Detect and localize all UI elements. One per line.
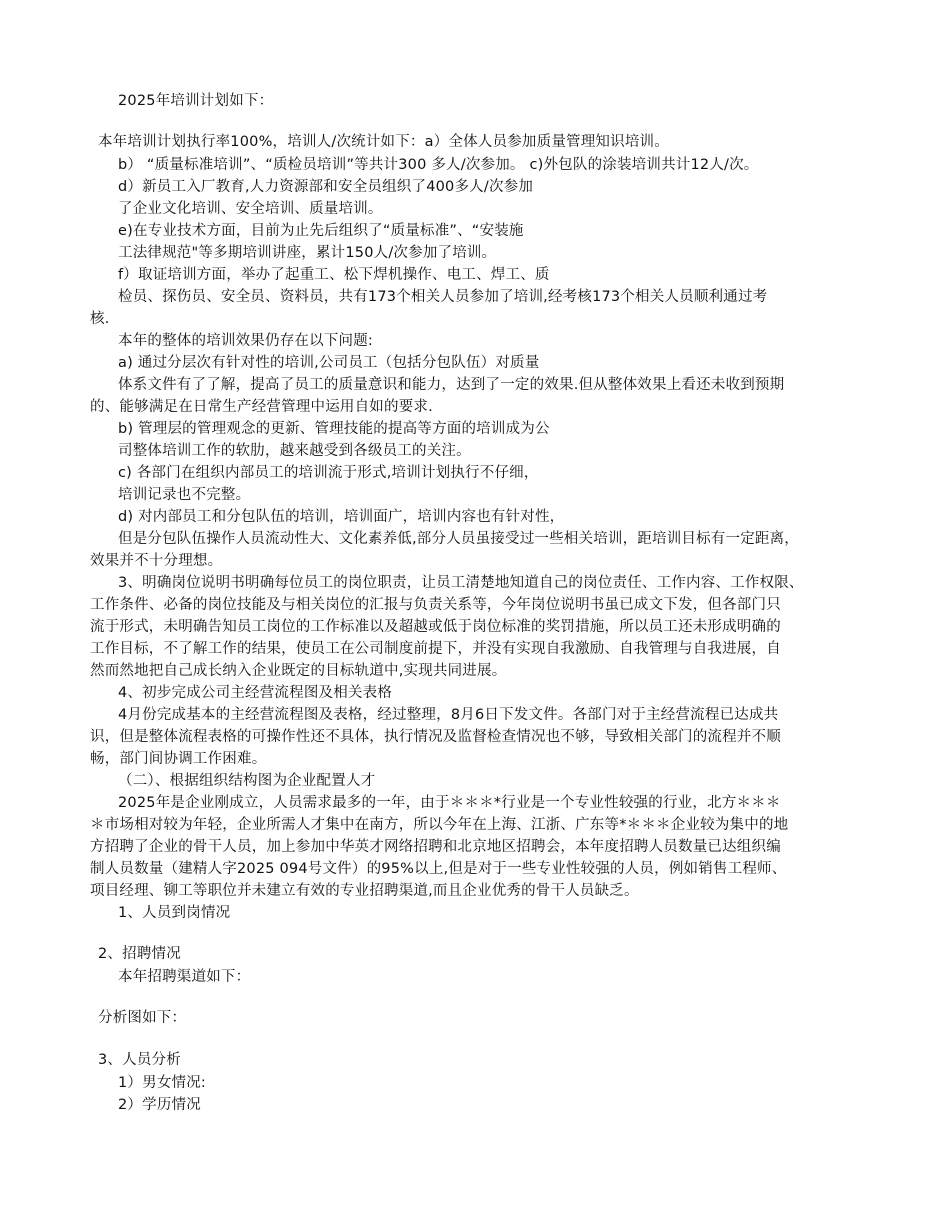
paragraph-line: 工法律规范"等多期培训讲座，累计150人/次参加了培训。 xyxy=(118,245,497,261)
paragraph-line: 培训记录也不完整。 xyxy=(118,487,251,503)
paragraph-line: 方招聘了企业的骨干人员，加上参加中华英才网络招聘和北京地区招聘会，本年度招聘人员数量已达组织编 xyxy=(90,839,781,855)
paragraph-line: b) 管理层的管理观念的更新、管理技能的提高等方面的培训成为公 xyxy=(118,421,550,437)
paragraph-line: 2）学历情况 xyxy=(118,1097,201,1113)
paragraph-line: ＊市场相对较为年轻，企业所需人才集中在南方，所以今年在上海、江浙、广东等*＊＊＊企业较为集中的地 xyxy=(90,817,789,833)
paragraph-line: 但是分包队伍操作人员流动性大、文化素养低,部分人员虽接受过一些相关培训，距培训目标有一定距离， xyxy=(118,531,800,547)
paragraph-line: 识，但是整体流程表格的可操作性还不具体，执行情况及监督检查情况也不够，导致相关部门的流程并不顺 xyxy=(90,729,781,745)
paragraph-line: 项目经理、铆工等职位并未建立有效的专业招聘渠道,而且企业优秀的骨干人员缺乏。 xyxy=(90,883,639,899)
paragraph-line: 检员、探伤员、安全员、资料员，共有173个相关人员参加了培训,经考核173个相关人员顺利通过考 xyxy=(118,289,768,305)
paragraph-line: 本年培训计划执行率100%，培训人/次统计如下：a）全体人员参加质量管理知识培训。 xyxy=(98,134,669,150)
paragraph-line: c) 各部门在组织内部员工的培训流于形式,培训计划执行不仔细， xyxy=(118,465,539,481)
section-heading: 4、初步完成公司主经营流程图及相关表格 xyxy=(118,685,393,701)
paragraph-line: 分析图如下： xyxy=(98,1010,187,1026)
paragraph-line: a) 通过分层次有针对性的培训,公司员工（包括分包队伍）对质量 xyxy=(118,355,540,371)
section-heading: 1、人员到岗情况 xyxy=(118,905,231,921)
paragraph-line: 效果并不十分理想。 xyxy=(90,553,223,569)
section-heading: （二）、根据组织结构图为企业配置人才 xyxy=(118,773,376,789)
paragraph-line: 2025年是企业刚成立，人员需求最多的一年，由于＊＊＊*行业是一个专业性较强的行业，北方＊＊＊ xyxy=(118,795,781,811)
heading-training-plan: 2025年培训计划如下： xyxy=(118,93,274,109)
paragraph-line: 制人员数量（建精人字2025 094号文件）的95%以上,但是对于一些专业性较强的人员，例如销售工程师、 xyxy=(90,861,787,877)
paragraph-line: 畅，部门间协调工作困难。 xyxy=(90,751,267,767)
paragraph-line: 工作条件、必备的岗位技能及与相关岗位的汇报与负责关系等，今年岗位说明书虽已成文下发，但各部门只 xyxy=(90,597,781,613)
paragraph-line: 的、能够满足在日常生产经营管理中运用自如的要求. xyxy=(90,399,433,415)
paragraph-line: 司整体培训工作的软肋，越来越受到各级员工的关注。 xyxy=(118,443,471,459)
paragraph-line: 1）男女情况: xyxy=(118,1075,207,1091)
section-heading: 2、招聘情况 xyxy=(98,946,181,962)
paragraph-line: d) 对内部员工和分包队伍的培训，培训面广，培训内容也有针对性， xyxy=(118,509,565,525)
paragraph-line: f）取证培训方面，举办了起重工、松下焊机操作、电工、焊工、质 xyxy=(118,267,550,283)
paragraph-line: 工作目标，不了解工作的结果，使员工在公司制度前提下，并没有实现自我激励、自我管理与自我进展，自 xyxy=(90,641,781,657)
paragraph-line: 核. xyxy=(90,311,110,327)
paragraph-line: e)在专业技术方面，目前为止先后组织了“质量标准”、“安装施 xyxy=(118,223,524,239)
section-heading: 3、人员分析 xyxy=(98,1052,181,1068)
paragraph-line: 本年招聘渠道如下： xyxy=(118,969,251,985)
paragraph-line: 本年的整体的培训效果仍存在以下问题: xyxy=(118,333,373,349)
paragraph-line: 3、明确岗位说明书明确每位员工的岗位职责，让员工清楚地知道自己的岗位责任、工作内容、工作权限、 xyxy=(118,575,804,591)
paragraph-line: 体系文件有了了解，提高了员工的质量意识和能力，达到了一定的效果.但从整体效果上看还未收到预期 xyxy=(118,377,785,393)
paragraph-line: 流于形式，未明确告知员工岗位的工作标准以及超越或低于岗位标准的奖罚措施，所以员工还未形成明确的 xyxy=(90,619,781,635)
paragraph-line: 然而然地把自己成长纳入企业既定的目标轨道中,实现共同进展。 xyxy=(90,663,507,679)
paragraph-line: b） “质量标准培训”、“质检员培训”等共计300 多人/次参加。 c)外包队的涂装培训共计12人/次。 xyxy=(118,157,759,173)
paragraph-line: d）新员工入厂教育,人力资源部和安全员组织了400多人/次参加 xyxy=(118,179,534,195)
paragraph-line: 了企业文化培训、安全培训、质量培训。 xyxy=(118,201,383,217)
paragraph-line: 4月份完成基本的主经营流程图及表格，经过整理，8月6日下发文件。各部门对于主经营流程已达成共 xyxy=(118,707,779,723)
